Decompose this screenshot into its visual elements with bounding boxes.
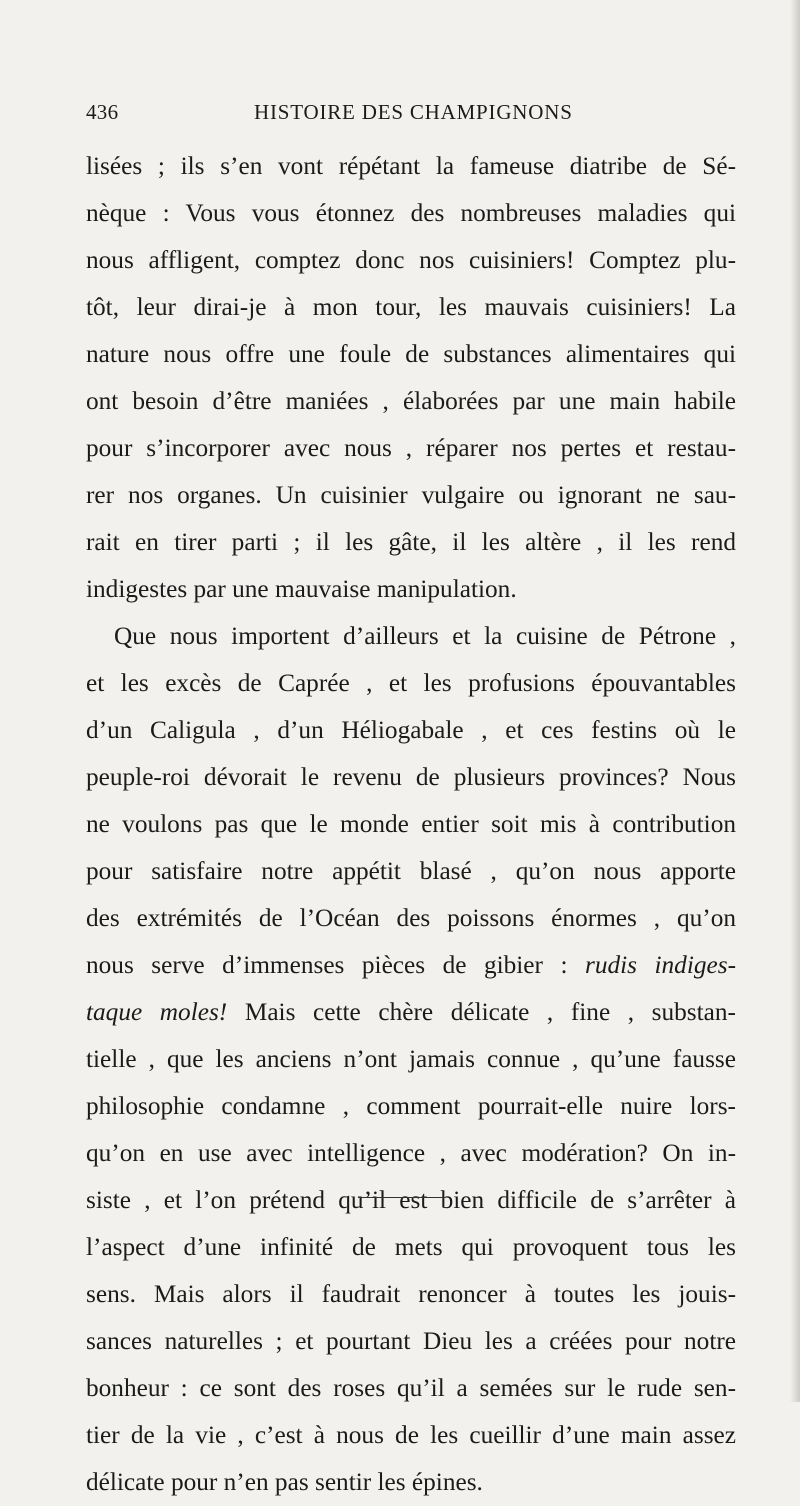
- section-end-rule: [358, 1197, 444, 1198]
- text-line: d’un Caligula , d’un Héliogabale , et ces festins où le: [86, 716, 736, 744]
- latin-quote: taque moles!: [86, 998, 228, 1026]
- text-line: philosophie condamne , comment pourrait-elle nuire lors-: [86, 1092, 736, 1120]
- page-number: 436: [86, 100, 119, 124]
- body-text: [86, 143, 736, 1506]
- text-line: [86, 989, 736, 1036]
- running-head: [86, 100, 736, 134]
- text-line: nèque : Vous vous étonnez des nombreuses maladies qui: [86, 199, 736, 227]
- text-line: bonheur : ce sont des roses qu’il a semées sur le rude sen-: [86, 1374, 736, 1402]
- text-line: nature nous offre une foule de substances alimentaires qui: [86, 340, 736, 368]
- text-segment: nous serve d’immenses pièces de gibier :: [86, 951, 568, 979]
- text-line: sances naturelles ; et pourtant Dieu les a créées pour notre: [86, 1327, 736, 1355]
- text-line: ne voulons pas que le monde entier soit mis à contribution: [86, 810, 736, 838]
- running-title: HISTOIRE DES CHAMPIGNONS: [254, 100, 573, 124]
- text-line: rer nos organes. Un cuisinier vulgaire ou ignorant ne sau-: [86, 481, 736, 509]
- latin-quote: rudis indiges-: [584, 951, 736, 979]
- text-line: nous affligent, comptez donc nos cuisiniers! Comptez plu-: [86, 246, 736, 274]
- text-line: ont besoin d’être maniées , élaborées par une main habile: [86, 387, 736, 415]
- text-line: peuple-roi dévorait le revenu de plusieurs provinces? Nous: [86, 763, 736, 791]
- text-line: [86, 942, 736, 989]
- text-line: tier de la vie , c’est à nous de les cueillir d’une main assez: [86, 1421, 736, 1449]
- text-segment: Mais cette chère délicate , fine , substan-: [244, 998, 736, 1026]
- text-line: lisées ; ils s’en vont répétant la fameuse diatribe de Sé-: [86, 152, 736, 180]
- text-line: et les excès de Caprée , et les profusions épouvantables: [86, 669, 736, 697]
- page-edge-shadow: [790, 0, 800, 1402]
- text-line: qu’on en use avec intelligence , avec modération? On in-: [86, 1139, 736, 1167]
- text-line: siste , et l’on prétend qu’il est bien difficile de s’arrêter à: [86, 1186, 736, 1214]
- text-line: pour satisfaire notre appétit blasé , qu’on nous apporte: [86, 857, 736, 885]
- paragraph-end-line: délicate pour n’en pas sentir les épines.: [86, 1468, 483, 1496]
- text-line: tielle , que les anciens n’ont jamais connue , qu’une fausse: [86, 1045, 736, 1073]
- paragraph-start-line: Que nous importent d’ailleurs et la cuisine de Pétrone ,: [114, 622, 736, 650]
- text-line: l’aspect d’une infinité de mets qui provoquent tous les: [86, 1233, 736, 1261]
- text-line: sens. Mais alors il faudrait renoncer à toutes les jouis-: [86, 1280, 736, 1308]
- text-line: pour s’incorporer avec nous , réparer nos pertes et restau-: [86, 434, 736, 462]
- text-line: tôt, leur dirai-je à mon tour, les mauvais cuisiniers! La: [86, 293, 736, 321]
- text-line: des extrémités de l’Océan des poissons énormes , qu’on: [86, 904, 736, 932]
- paragraph-end-line: indigestes par une mauvaise manipulation.: [86, 575, 517, 603]
- text-line: rait en tirer parti ; il les gâte, il les altère , il les rend: [86, 528, 736, 556]
